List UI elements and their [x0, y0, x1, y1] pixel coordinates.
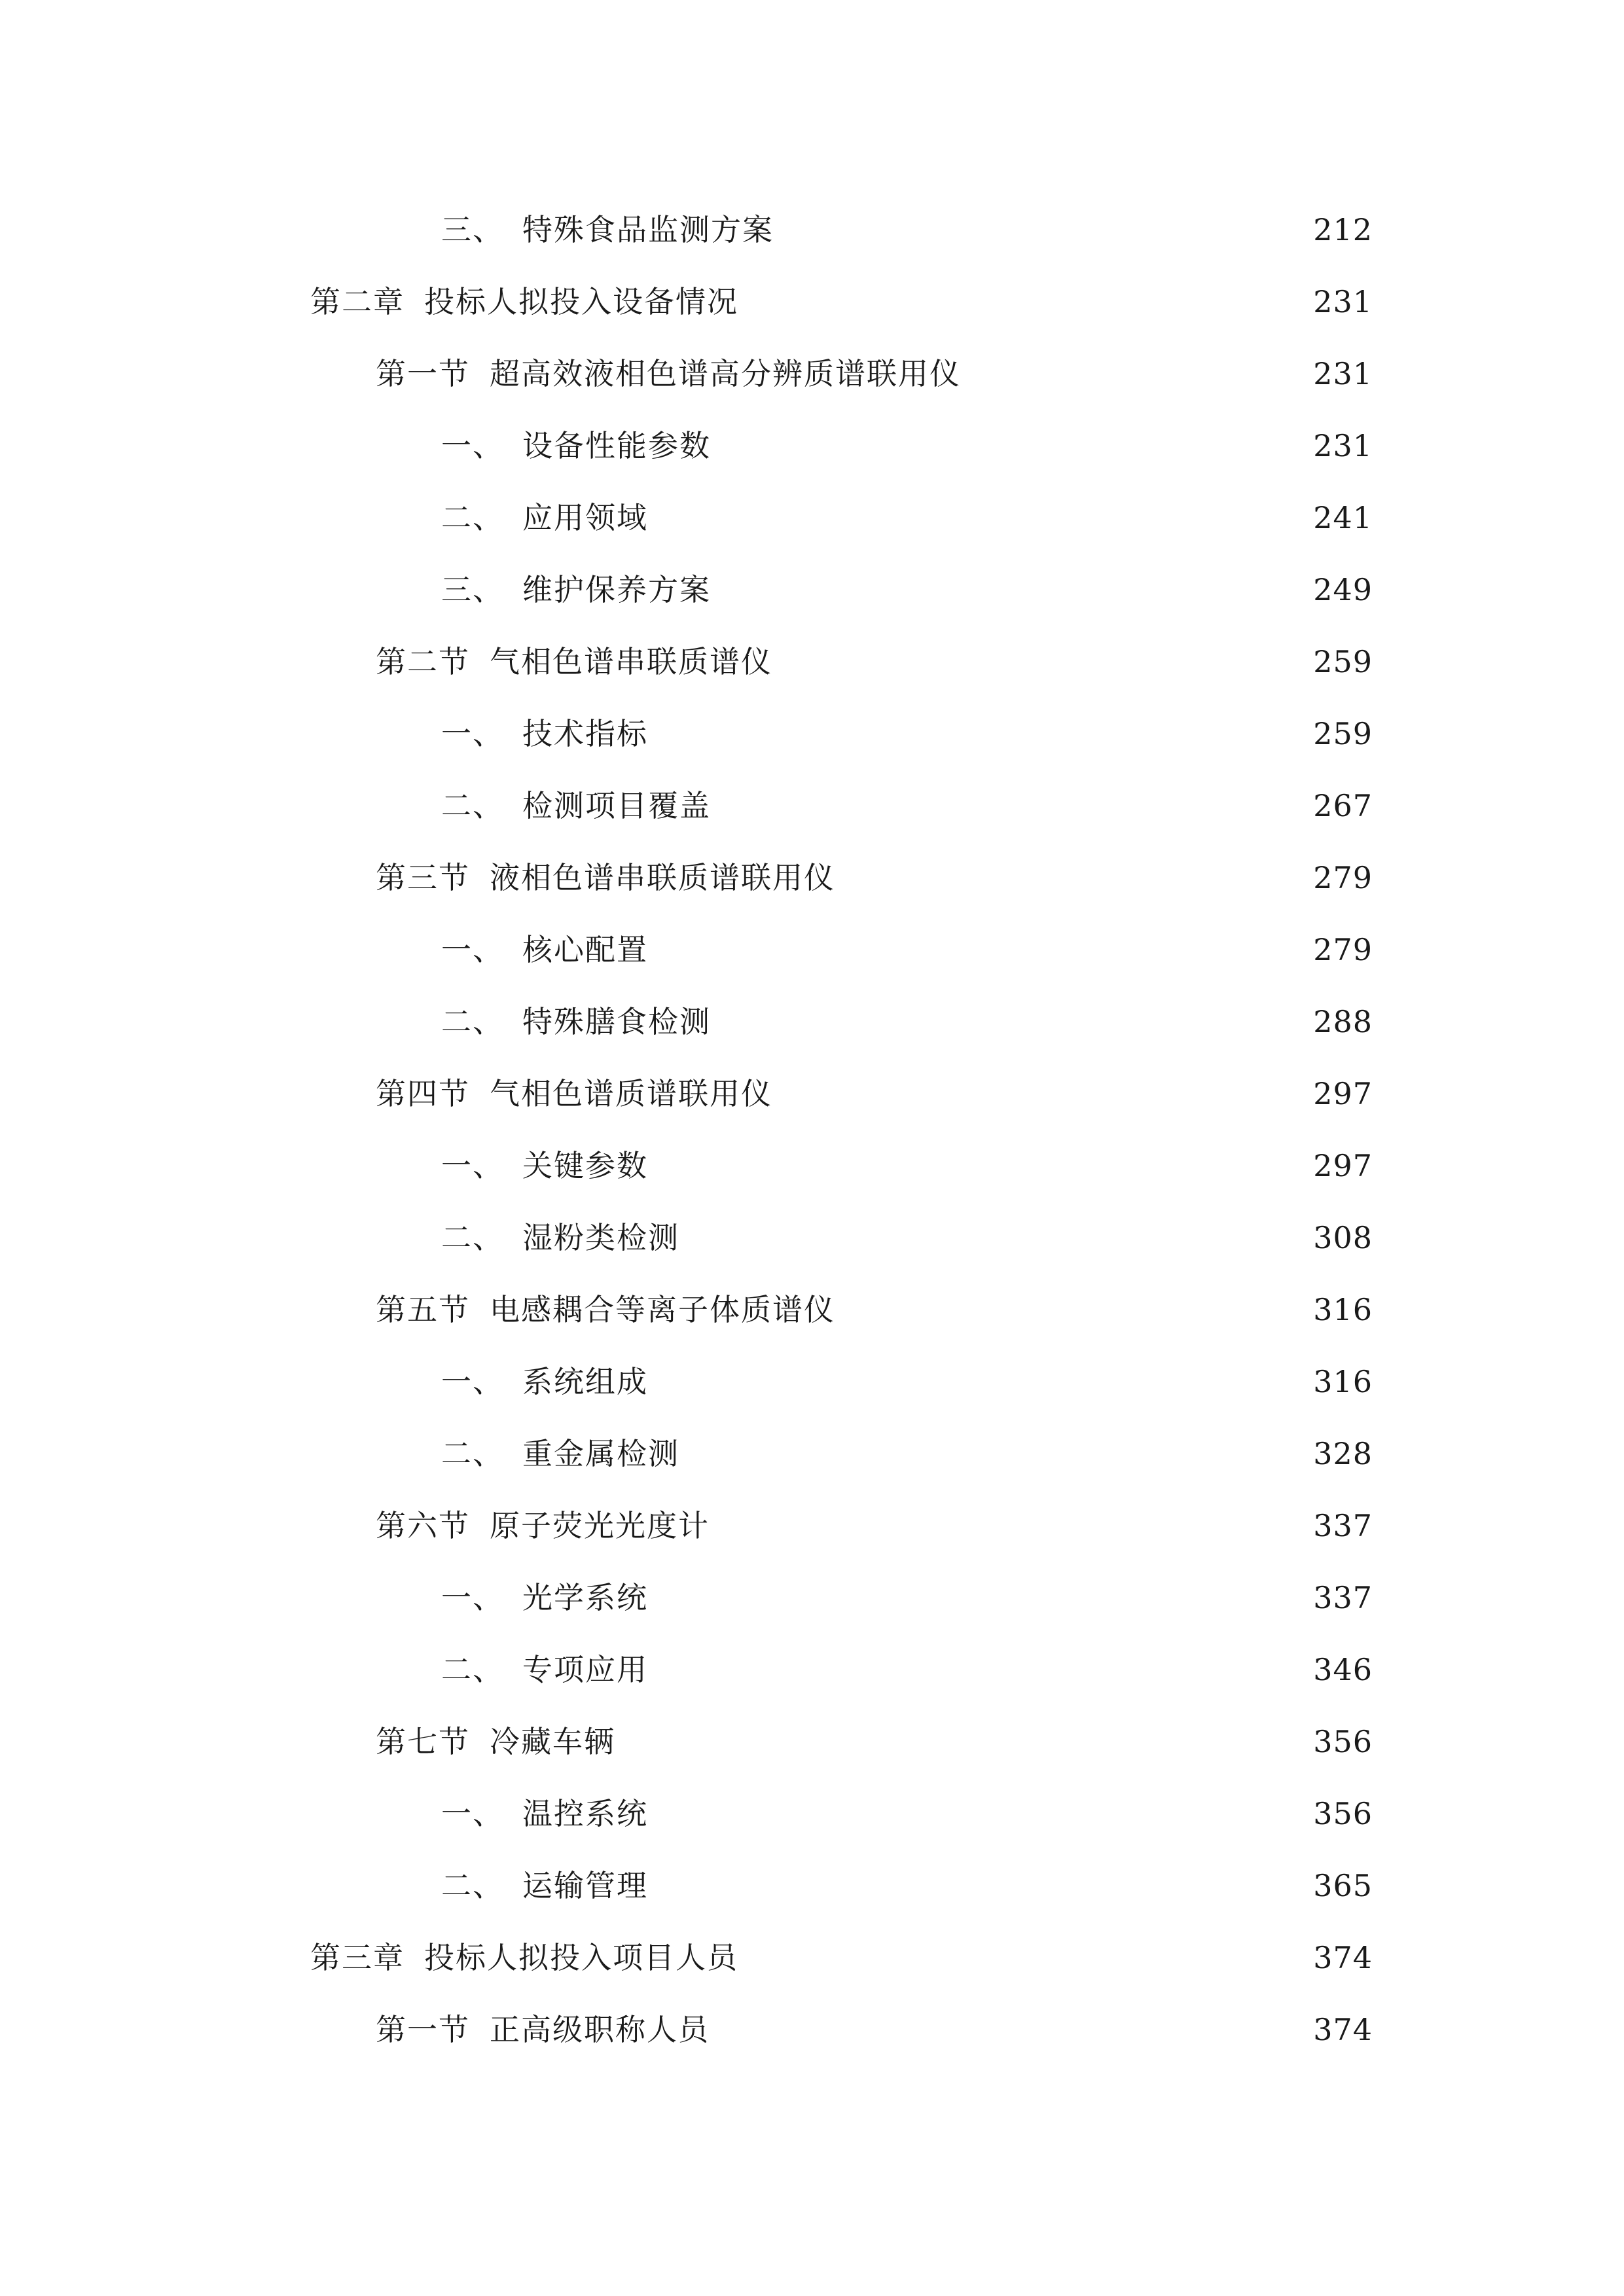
entry-title: 超高效液相色谱高分辨质谱联用仪 [490, 356, 961, 391]
entry-title: 设备性能参数 [522, 428, 711, 463]
entry-number: 一、 [441, 716, 504, 751]
entry-number: 一、 [441, 932, 504, 967]
entry-title: 专项应用 [522, 1652, 648, 1687]
entry-title: 原子荧光光度计 [490, 1508, 710, 1543]
entry-page-number: 249 [1313, 572, 1373, 607]
entry-title: 投标人拟投入设备情况 [424, 284, 738, 319]
dot-leader [748, 276, 1300, 328]
toc-entry-section[interactable] [441, 1787, 1373, 1840]
entry-title: 光学系统 [522, 1580, 648, 1615]
entry-number: 二、 [441, 788, 504, 823]
entry-number: 一、 [441, 428, 504, 463]
entry-page-number: 308 [1313, 1220, 1373, 1255]
entry-title: 重金属检测 [522, 1436, 679, 1471]
dot-leader [720, 780, 1300, 832]
entry-number: 第二章 [310, 284, 405, 319]
dot-leader [689, 1211, 1300, 1264]
toc-entry-section[interactable] [441, 1643, 1373, 1696]
dot-leader [970, 348, 1300, 400]
toc-entry-chapter[interactable] [310, 276, 1373, 328]
dot-leader [657, 1139, 1300, 1192]
toc-entry-section[interactable] [441, 1859, 1373, 1912]
dot-leader [657, 1859, 1300, 1912]
entry-title: 冷藏车辆 [490, 1724, 615, 1759]
entry-title: 湿粉类检测 [522, 1220, 679, 1255]
entry-page-number: 231 [1313, 428, 1373, 463]
toc-entry-section[interactable] [441, 924, 1373, 976]
entry-page-number: 356 [1313, 1796, 1373, 1831]
entry-title: 技术指标 [522, 716, 648, 751]
dot-leader [720, 996, 1300, 1048]
dot-leader [657, 1787, 1300, 1840]
dot-leader [719, 1499, 1300, 1552]
dot-leader [657, 924, 1300, 976]
entry-title: 气相色谱串联质谱仪 [490, 644, 772, 679]
toc-entry-subchapter[interactable] [376, 348, 1373, 400]
entry-page-number: 328 [1313, 1436, 1373, 1471]
entry-page-number: 259 [1313, 716, 1373, 751]
toc-entry-subchapter[interactable] [376, 636, 1373, 688]
toc-entry-section[interactable] [441, 996, 1373, 1048]
entry-page-number: 346 [1313, 1652, 1373, 1687]
entry-number: 一、 [441, 1580, 504, 1615]
toc-entry-subchapter[interactable] [376, 1283, 1373, 1336]
toc-entry-section[interactable] [441, 1427, 1373, 1480]
toc-entry-subchapter[interactable] [376, 1499, 1373, 1552]
entry-number: 一、 [441, 1796, 504, 1831]
toc-entry-section[interactable] [441, 1139, 1373, 1192]
dot-leader [720, 564, 1300, 616]
entry-number: 第六节 [376, 1508, 470, 1543]
entry-number: 第七节 [376, 1724, 470, 1759]
entry-title: 应用领域 [522, 500, 648, 535]
entry-page-number: 374 [1313, 2012, 1373, 2047]
entry-page-number: 267 [1313, 788, 1373, 823]
dot-leader [782, 636, 1300, 688]
entry-title: 维护保养方案 [522, 572, 711, 607]
entry-page-number: 231 [1313, 284, 1373, 319]
toc-entry-subchapter[interactable] [376, 1715, 1373, 1768]
entry-number: 二、 [441, 1004, 504, 1039]
toc-entry-section[interactable] [441, 204, 1373, 256]
entry-number: 第三章 [310, 1940, 405, 1975]
entry-title: 特殊食品监测方案 [522, 212, 774, 247]
entry-page-number: 356 [1313, 1724, 1373, 1759]
entry-page-number: 365 [1313, 1868, 1373, 1903]
dot-leader [657, 1643, 1300, 1696]
dot-leader [720, 420, 1300, 472]
toc-entry-section[interactable] [441, 420, 1373, 472]
entry-title: 关键参数 [522, 1148, 648, 1183]
entry-page-number: 241 [1313, 500, 1373, 535]
toc-entry-section[interactable] [441, 1211, 1373, 1264]
entry-title: 温控系统 [522, 1796, 648, 1831]
entry-title: 系统组成 [522, 1364, 648, 1399]
entry-page-number: 259 [1313, 644, 1373, 679]
toc-entry-section[interactable] [441, 1571, 1373, 1624]
entry-number: 第一节 [376, 356, 470, 391]
entry-page-number: 316 [1313, 1292, 1373, 1327]
dot-leader [719, 2003, 1300, 2056]
toc-entry-section[interactable] [441, 564, 1373, 616]
entry-number: 二、 [441, 1220, 504, 1255]
entry-number: 一、 [441, 1148, 504, 1183]
dot-leader [782, 1067, 1300, 1120]
entry-number: 二、 [441, 500, 504, 535]
toc-entry-section[interactable] [441, 780, 1373, 832]
entry-number: 第五节 [376, 1292, 470, 1327]
entry-number: 二、 [441, 1436, 504, 1471]
toc-entry-subchapter[interactable] [376, 1067, 1373, 1120]
toc-entry-subchapter[interactable] [376, 852, 1373, 904]
dot-leader [783, 204, 1300, 256]
toc-entry-section[interactable] [441, 708, 1373, 760]
entry-number: 二、 [441, 1652, 504, 1687]
entry-page-number: 337 [1313, 1580, 1373, 1615]
entry-title: 正高级职称人员 [490, 2012, 710, 2047]
entry-title: 运输管理 [522, 1868, 648, 1903]
dot-leader [844, 852, 1300, 904]
entry-title: 投标人拟投入项目人员 [424, 1940, 738, 1975]
entry-number: 一、 [441, 1364, 504, 1399]
entry-page-number: 316 [1313, 1364, 1373, 1399]
entry-title: 液相色谱串联质谱联用仪 [490, 860, 835, 895]
dot-leader [844, 1283, 1300, 1336]
dot-leader [748, 1931, 1300, 1984]
dot-leader [689, 1427, 1300, 1480]
entry-number: 第四节 [376, 1076, 470, 1111]
toc-entry-section[interactable] [441, 1355, 1373, 1408]
entry-page-number: 337 [1313, 1508, 1373, 1543]
dot-leader [657, 492, 1300, 544]
dot-leader [657, 708, 1300, 760]
toc-entry-section[interactable] [441, 492, 1373, 544]
entry-page-number: 279 [1313, 860, 1373, 895]
entry-title: 特殊膳食检测 [522, 1004, 711, 1039]
toc-entry-chapter[interactable] [310, 1931, 1373, 1984]
dot-leader [657, 1571, 1300, 1624]
entry-number: 第三节 [376, 860, 470, 895]
entry-title: 核心配置 [522, 932, 648, 967]
toc-entry-subchapter[interactable] [376, 2003, 1373, 2056]
entry-page-number: 297 [1313, 1076, 1373, 1111]
dot-leader [657, 1355, 1300, 1408]
entry-number: 第二节 [376, 644, 470, 679]
entry-number: 二、 [441, 1868, 504, 1903]
dot-leader [624, 1715, 1300, 1768]
entry-page-number: 212 [1313, 212, 1373, 247]
entry-title: 电感耦合等离子体质谱仪 [490, 1292, 835, 1327]
entry-number: 第一节 [376, 2012, 470, 2047]
entry-number: 三、 [441, 212, 504, 247]
entry-page-number: 288 [1313, 1004, 1373, 1039]
entry-page-number: 374 [1313, 1940, 1373, 1975]
entry-page-number: 279 [1313, 932, 1373, 967]
entry-title: 检测项目覆盖 [522, 788, 711, 823]
entry-page-number: 231 [1313, 356, 1373, 391]
entry-page-number: 297 [1313, 1148, 1373, 1183]
entry-number: 三、 [441, 572, 504, 607]
entry-title: 气相色谱质谱联用仪 [490, 1076, 772, 1111]
